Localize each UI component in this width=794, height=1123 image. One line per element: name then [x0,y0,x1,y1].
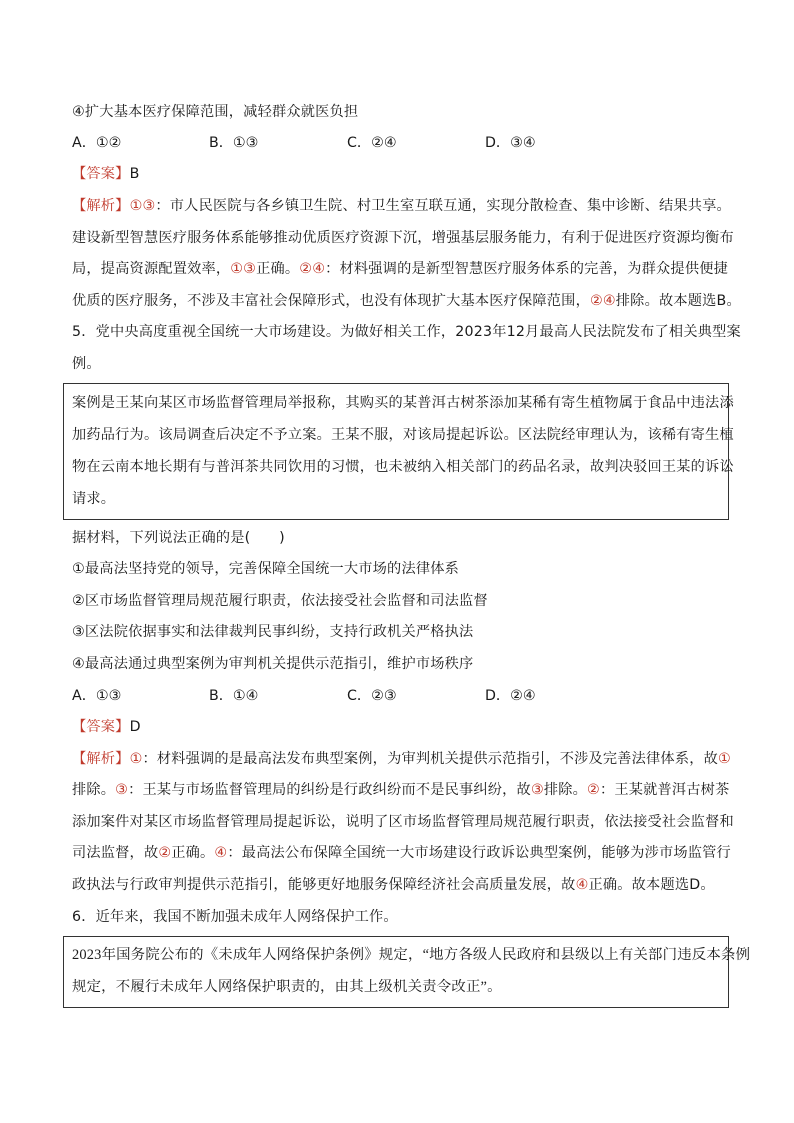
analysis-ref: ②④ [299,261,326,277]
q5-box-line-1: 案例是王某向某区市场监督管理局举报称，其购买的某普洱古树茶添加某稀有寄生植物属于食品中违法添 [72,395,734,411]
q4-answer [72,164,140,184]
analysis-tag: 【解析】 [72,198,130,214]
answer-tag: 【答案】 [72,166,130,182]
q4-analysis-line-1 [72,196,731,216]
analysis-text: 排除。 [72,782,116,798]
q6-material-box [63,936,751,1008]
analysis-text: 排除。故本题选B。 [615,293,741,309]
q5-analysis-line-5 [72,875,715,895]
q5-item-3: ③区法院依据事实和法律裁判民事纠纷，支持行政机关严格执法 [72,624,474,640]
analysis-ref: ② [158,845,172,861]
answer-value: B [129,166,140,182]
analysis-ref: ②④ [589,293,616,309]
q4-analysis-line-3 [72,259,728,279]
q5-question: 据材料，下列说法正确的是( ) [72,530,285,546]
q6-box-line-2: 规定，不履行未成年人网络保护职责的，由其上级机关责令改正”。 [72,979,502,995]
analysis-text: 正确。故本题选D。 [588,877,715,893]
analysis-text: ：王某就普洱古树茶 [599,782,730,798]
analysis-text: 排除。 [543,782,588,798]
q4-option-a: A．①② [72,135,122,151]
q4-option-c: C．②④ [347,135,397,151]
q5-analysis-line-1 [72,749,731,769]
analysis-ref: ② [587,782,600,798]
q4-analysis-line-4 [72,291,741,311]
analysis-text: ：最高法公布保障全国统一大市场建设行政诉讼典型案例，能够为涉市场监管行 [227,845,731,861]
analysis-text: ：王某与市场监督管理局的纠纷是行政纠纷而不是民事纠纷，故 [128,782,531,798]
q5-option-d: D．②④ [485,688,536,704]
q4-option-d: D．③④ [485,135,536,151]
analysis-text: ：材料强调的是最高法发布典型案例，为审判机关提供示范指引，不涉及完善法律体系，故 [142,751,718,767]
q5-item-4: ④最高法通过典型案例为审判机关提供示范指引，维护市场秩序 [72,656,474,672]
analysis-text: 局，提高资源配置效率， [72,261,231,277]
analysis-text: 优质的医疗服务，不涉及丰富社会保障形式，也没有体现扩大基本医疗保障范围， [72,293,590,309]
analysis-text: 政执法与行政审判提供示范指引，能够更好地服务保障经济社会高质量发展，故 [72,877,576,893]
analysis-ref: ③ [115,782,129,798]
q5-analysis-line-2 [72,780,729,800]
analysis-tag: 【解析】 [72,751,130,767]
q5-option-b: B．①④ [209,688,259,704]
analysis-text: 司法监督，故 [72,845,159,861]
answer-tag: 【答案】 [72,719,130,735]
analysis-text: ：材料强调的是新型智慧医疗服务体系的完善，为群众提供便捷 [325,261,728,277]
analysis-ref: ④ [575,877,589,893]
q5-item-1: ①最高法坚持党的领导，完善保障全国统一大市场的法律体系 [72,561,459,577]
analysis-ref: ① [718,751,731,767]
q5-box-line-3: 物在云南本地长期有与普洱茶共同饮用的习惯，也未被纳入相关部门的药品名录，故判决驳回王某的诉讼 [72,459,734,475]
q5-analysis-line-3: 添加案件对某区市场监督管理局提起诉讼，说明了区市场监督管理局规范履行职责，依法接受社会监督和 [72,814,734,830]
q6-stem: 6．近年来，我国不断加强未成年人网络保护工作。 [72,909,398,925]
analysis-text: 正确。 [171,845,215,861]
analysis-text: ：市人民医院与各乡镇卫生院、村卫生室互联互通，实现分散检查、集中诊断、结果共享。 [155,198,731,214]
q4-analysis-line-2: 建设新型智慧医疗服务体系能够推动优质医疗资源下沉，增强基层服务能力，有利于促进医疗资源均衡布 [72,230,734,246]
analysis-ref: ③ [530,782,544,798]
analysis-ref: ①③ [129,198,156,214]
answer-value: D [129,719,141,735]
q5-stem-line-1: 5．党中央高度重视全国统一大市场建设。为做好相关工作，2023年12月最高人民法院发布了相关典型案 [72,324,741,340]
q6-box-line-1: 2023年国务院公布的《未成年人网络保护条例》规定，“地方各级人民政府和县级以上有关部门违反本条例 [72,947,751,963]
q5-option-a: A．①③ [72,688,122,704]
analysis-ref: ④ [214,845,228,861]
q4-item-4: ④扩大基本医疗保障范围，减轻群众就医负担 [72,104,359,120]
q5-material-box [63,383,734,520]
q5-item-2: ②区市场监督管理局规范履行职责，依法接受社会监督和司法监督 [72,593,488,609]
q5-analysis-line-4 [72,843,731,863]
q5-box-line-4: 请求。 [72,491,116,507]
q4-option-b: B．①③ [209,135,259,151]
q5-option-c: C．②③ [347,688,397,704]
analysis-ref: ①③ [230,261,257,277]
q5-stem-line-2: 例。 [72,356,101,372]
analysis-text: 正确。 [256,261,300,277]
analysis-ref: ① [129,751,143,767]
q5-box-line-2: 加药品行为。该局调查后决定不予立案。王某不服，对该局提起诉讼。区法院经审理认为，该稀有寄生植 [72,427,734,443]
q5-answer [72,717,141,737]
